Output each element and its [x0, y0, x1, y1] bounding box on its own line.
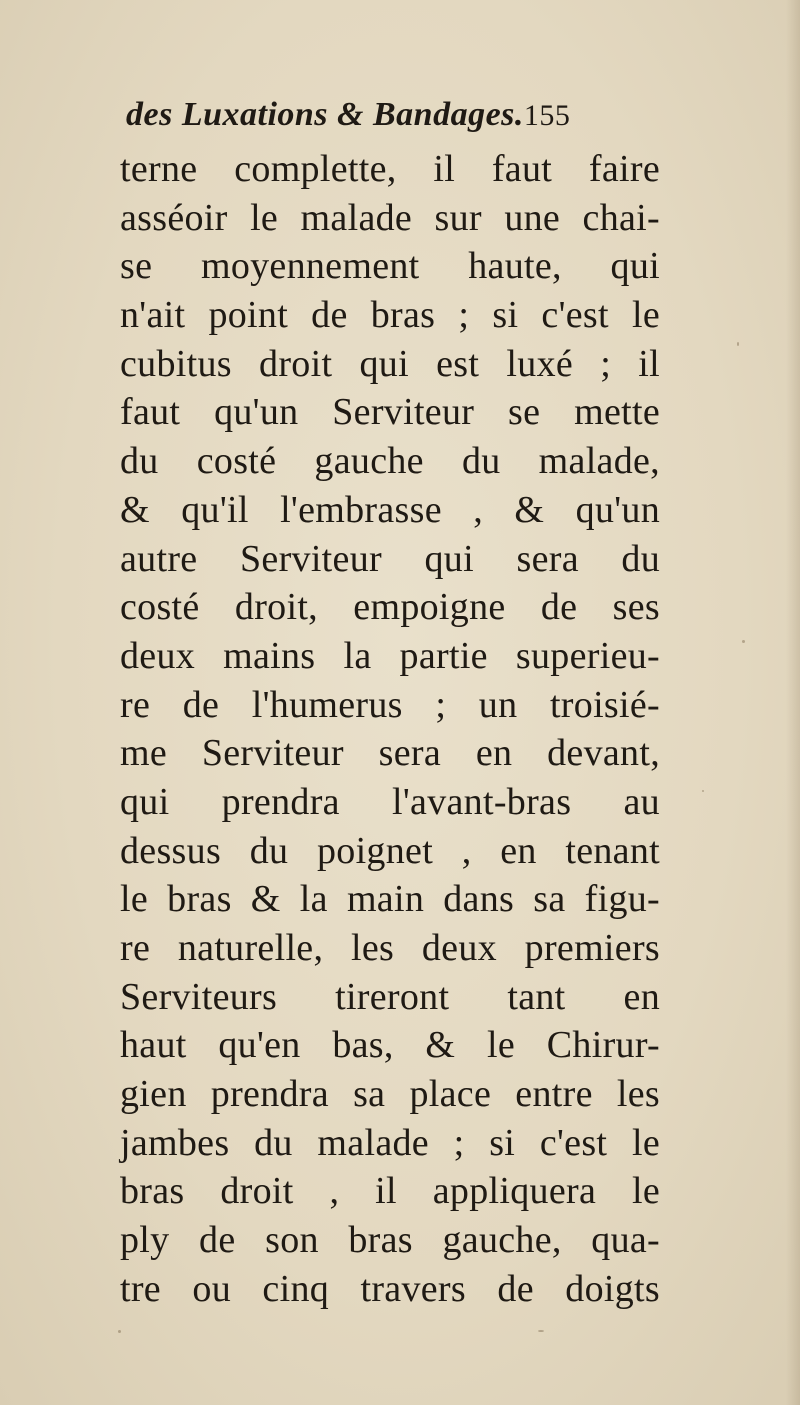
- text-line: cubitus droit qui est luxé ; il: [120, 342, 660, 385]
- text-line: autre Serviteur qui sera du: [120, 537, 660, 580]
- text-line: re de l'humerus ; un troisié-: [120, 683, 660, 726]
- text-line: me Serviteur sera en devant,: [120, 732, 660, 775]
- text-line: & qu'il l'embrasse , & qu'un: [120, 488, 660, 531]
- page-number: 155: [523, 99, 571, 132]
- text-line: n'ait point de bras ; si c'est le: [120, 294, 660, 337]
- text-line: costé droit, empoigne de ses: [120, 586, 660, 629]
- text-line: asséoir le malade sur une chai-: [120, 196, 660, 239]
- text-line: tre ou cinq travers de doigts: [120, 1267, 660, 1310]
- page-edge-shadow: [786, 0, 800, 1405]
- text-line: le bras & la main dans sa figu-: [120, 878, 660, 921]
- text-line: deux mains la partie superieu-: [120, 634, 660, 677]
- body-text: [120, 145, 660, 1314]
- running-head-title: des Luxations & Bandages.: [126, 96, 524, 133]
- running-head: [126, 92, 666, 138]
- text-line: haut qu'en bas, & le Chirur-: [120, 1024, 660, 1067]
- text-line: terne complette, il faut faire: [120, 148, 660, 190]
- text-line: se moyennement haute, qui: [120, 245, 660, 288]
- text-line: bras droit , il appliquera le: [120, 1170, 660, 1213]
- text-line: gien prendra sa place entre les: [120, 1073, 660, 1116]
- text-line: re naturelle, les deux premiers: [120, 927, 660, 969]
- text-line: du costé gauche du malade,: [120, 440, 660, 483]
- text-line: Serviteurs tireront tant en: [120, 975, 660, 1018]
- text-line: faut qu'un Serviteur se mette: [120, 391, 660, 434]
- text-line: qui prendra l'avant-bras au: [120, 780, 660, 823]
- text-line: dessus du poignet , en tenant: [120, 829, 660, 872]
- text-line: jambes du malade ; si c'est le: [120, 1121, 660, 1164]
- text-line: ply de son bras gauche, qua-: [120, 1219, 660, 1262]
